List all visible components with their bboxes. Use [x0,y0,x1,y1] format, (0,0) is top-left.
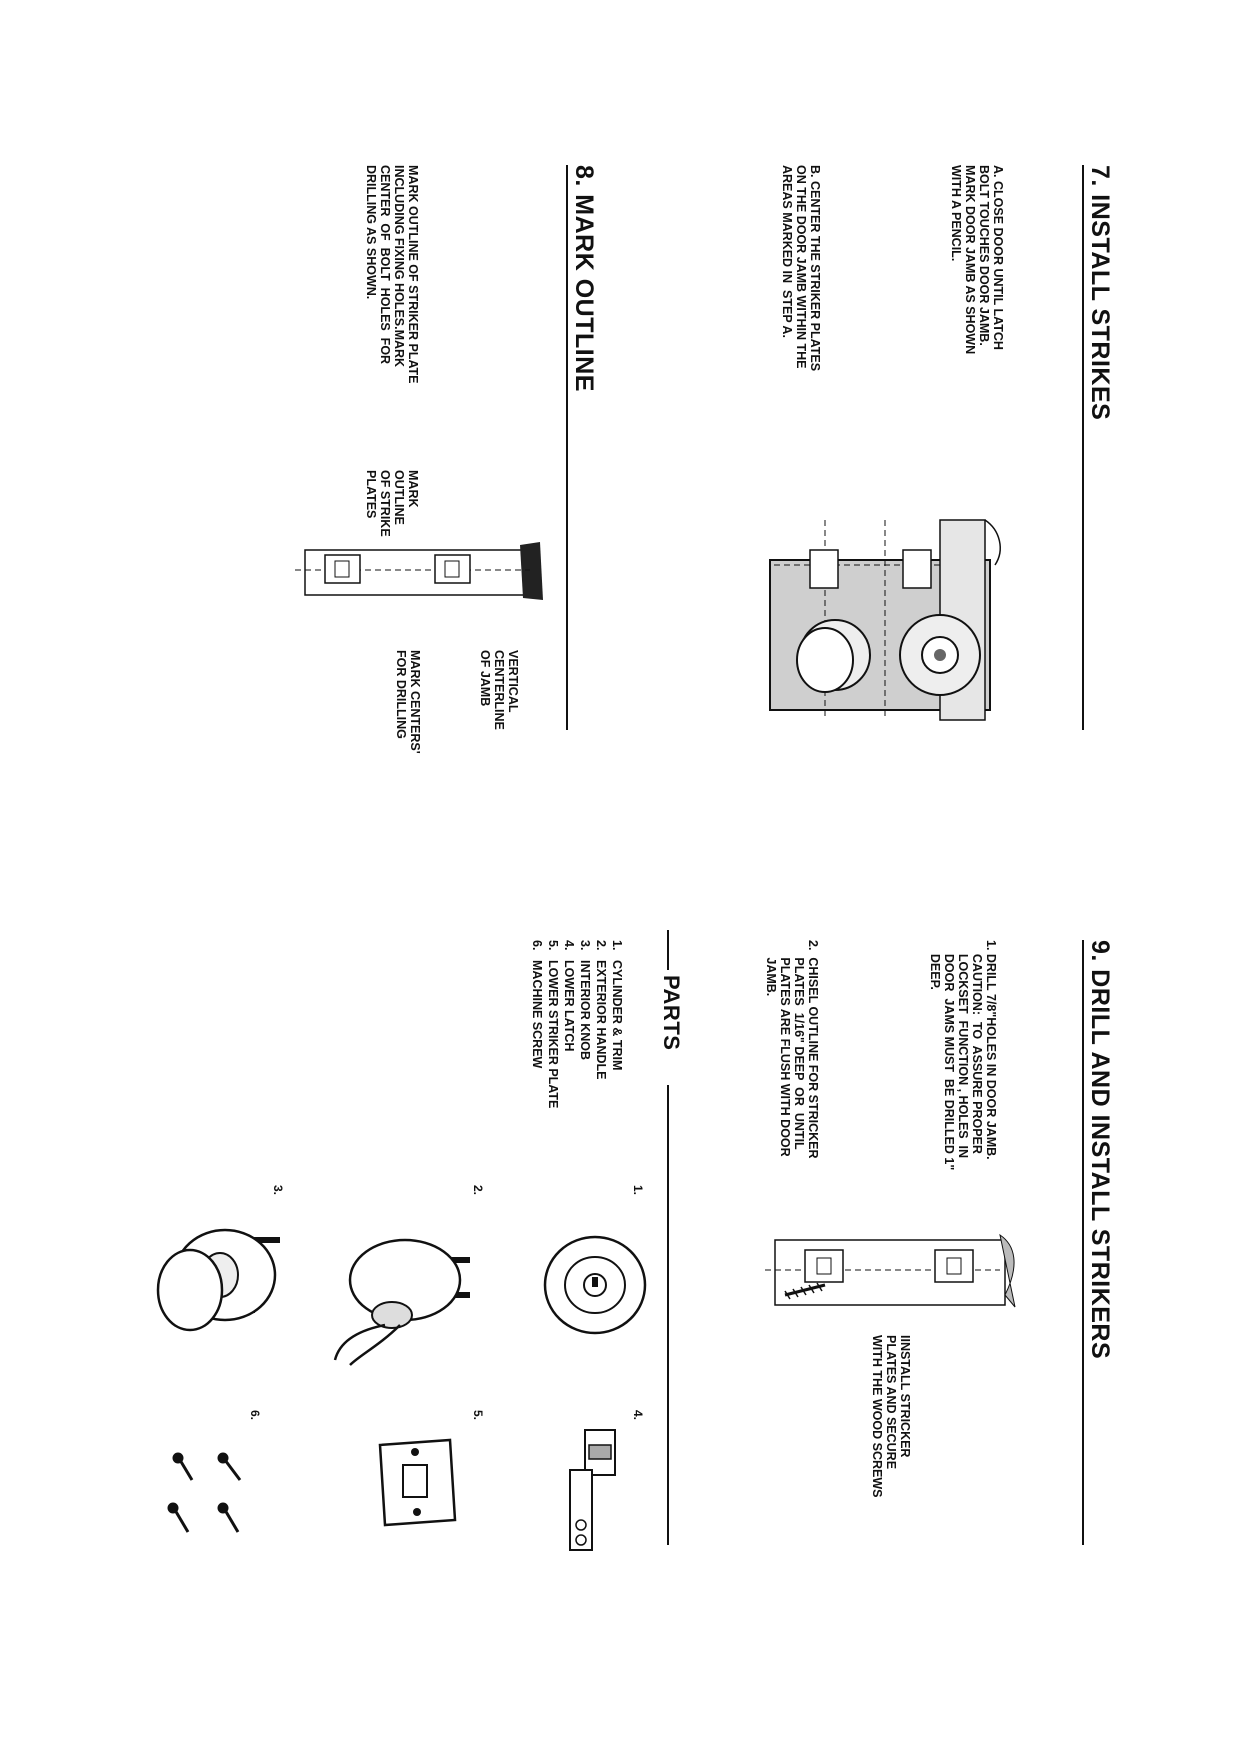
step8-label-centers: MARK CENTERS' FOR DRILLING [394,650,422,754]
part-figure-number: 1. [631,1185,645,1196]
part-figure-number: 4. [631,1410,645,1421]
jamb-outline-illustration [295,530,545,630]
step9-title: 9. DRILL AND INSTALL STRIKERS [1086,940,1114,1360]
parts-list-item: 2.EXTERIOR HANDLE [594,940,608,1080]
door-knob-illustration [765,490,1025,730]
part-figure-number: 2. [471,1185,485,1196]
lower-striker-plate-drawing [365,1430,465,1540]
step7-title: 7. INSTALL STRIKES [1086,165,1114,421]
part-figure-number: 3. [271,1185,285,1196]
parts-rule-bottom [667,1085,669,1545]
lower-latch-drawing [545,1420,635,1560]
step9-text-1: 1. DRILL 7/8"HOLES IN DOOR JAMB. CAUTION: TO ASSURE PROPER LOCKSET FUNCTION , HOLES IN DOOR JAMS MUST BE DRILLED 1" DEEP. [928,940,998,1171]
step8-rule [566,165,568,730]
parts-list-item: 6.MACHINE SCREW [530,940,544,1069]
exterior-handle-drawing [320,1200,490,1370]
parts-list [529,940,625,1108]
parts-title: PARTS [659,975,684,1051]
interior-knob-drawing [150,1190,300,1360]
step8-label-mark-outline: MARK OUTLINE OF STRIKE PLATES [364,470,420,537]
step9-install-note: IINSTALL STRICKER PLATES AND SECURE WITH THE WOOD SCREWS [870,1335,912,1498]
parts-list-item: 1.CYLINDER & TRIM [610,940,624,1071]
step7-text-a: A. CLOSE DOOR UNTIL LATCH BOLT TOUCHES DOOR JAMB. MARK DOOR JAMB AS SHOWN WITH A PENCIL. [949,165,1005,355]
step8-title: 8. MARK OUTLINE [570,165,598,392]
step9-text-2: 2. CHISEL OUTLINE FOR STRICKER PLATES 1/16" DEEP OR UNTIL PLATES ARE FLUSH WITH DOOR JAMB. [764,940,820,1159]
machine-screws-drawing [160,1440,260,1550]
jamb-drill-illustration [765,1225,1025,1325]
step7-text-b: B. CENTER THE STRIKER PLATES ON THE DOOR JAMB WITHIN THE AREAS MARKED IN STEP A. [780,165,822,372]
step9-rule [1082,940,1084,1545]
parts-list-item: 3.INTERIOR KNOB [578,940,592,1060]
parts-rule-top [667,930,669,970]
cylinder-trim-drawing [535,1230,655,1340]
part-figure-number: 5. [471,1410,485,1421]
step8-label-centerline: VERTICAL CENTERLINE OF JAMB [478,650,520,730]
parts-list-item: 4.LOWER LATCH [562,940,576,1052]
parts-list-item: 5.LOWER STRIKER PLATE [546,940,560,1109]
part-figure-number: 6. [248,1410,262,1421]
step8-text: MARK OUTLINE OF STRIKER PLATE INCLUDING FIXING HOLES.MARK CENTER OF BOLT HOLES FOR DRILLING AS SHOWN. [364,165,420,384]
step7-rule [1082,165,1084,730]
